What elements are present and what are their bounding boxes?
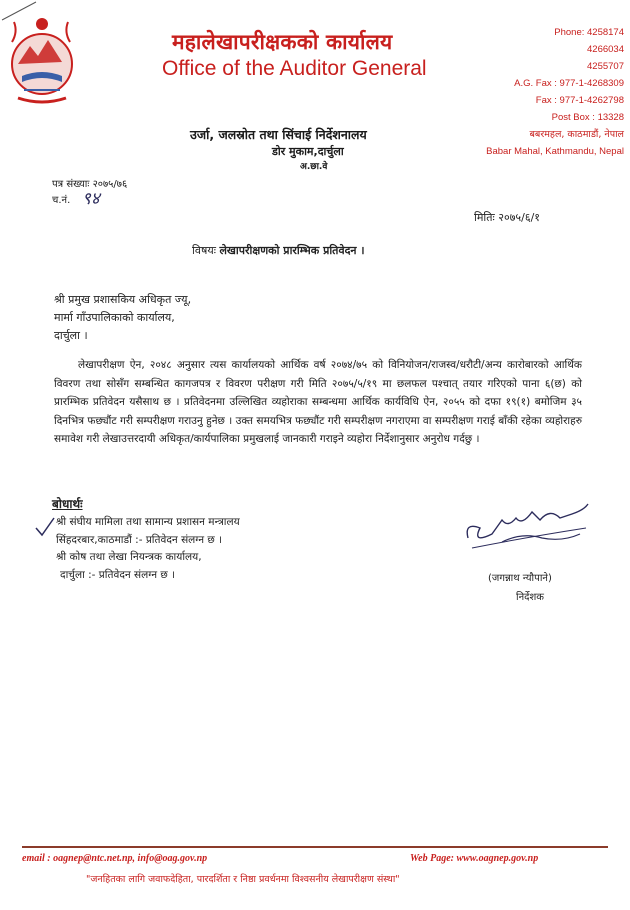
- handwritten-signature: [462, 498, 592, 558]
- subject-text: लेखापरीक्षणको प्रारम्भिक प्रतिवेदन ।: [219, 244, 365, 257]
- signatory-name: (जगन्नाथ न्यौपाने): [488, 573, 552, 584]
- cc-line: सिंहदरबार,काठमाडौं :- प्रतिवेदन संलग्न छ ।: [56, 533, 223, 546]
- dispatch-label: च.नं.: [52, 195, 71, 206]
- contact-block: [486, 24, 624, 160]
- document-code: अ.छा.वे: [300, 162, 328, 172]
- dispatch-number-handwritten: ९४: [82, 189, 100, 209]
- footer-motto: "जनहितका लागि जवाफदेहिता, पारदर्शिता र निष्ठा प्रवर्धनमा विश्वसनीय लेखापरीक्षण संस्था": [86, 874, 400, 885]
- addressee-line: श्री प्रमुख प्रशासकिय अधिकृत ज्यू,: [54, 293, 192, 306]
- subject-label: विषयः: [192, 244, 216, 257]
- subject-line: [192, 243, 365, 258]
- cc-list: [46, 514, 240, 584]
- signatory-title: निर्देशक: [516, 592, 544, 603]
- footer-web: Web Page: www.oagnep.gov.np: [410, 853, 539, 864]
- contact-address-english: Babar Mahal, Kathmandu, Nepal: [486, 146, 624, 157]
- addressee-line: दार्चुला ।: [54, 329, 88, 342]
- contact-ag-fax: A.G. Fax : 977-1-4268309: [514, 78, 624, 89]
- cc-line: श्री संघीय मामिला तथा सामान्य प्रशासन मन्त्रालय: [56, 516, 240, 528]
- contact-phone-3: 4255707: [587, 61, 624, 72]
- letter-body: लेखापरीक्षण ऐन, २०४८ अनुसार त्यस कार्यालयको आर्थिक वर्ष २०७४/७५ को विनियोजन/राजस्व/धरौटी/अन्य कारोबारको आर्थिक विवरण तथा सोसँग सम्बन्धित कागजपत्र र विवरण परीक्षण गरी मिति २०७५/५/१९ मा छलफल पश्चात् तयार गरिएको पाना ६(छ) को प्रारम्भिक प्रतिवेदन यसैसाथ छ । प्रतिवेदनमा उल्लिखित व्यहोराका सम्बन्धमा आर्थिक कार्यविधि ऐन, २०५५ को दफा १९(१) बमोजिम ३५ दिनभित्र फछ्यौंट गरी सम्परीक्षण गराउनु हुनेछ । उक्त समयभित्र फछ्यौंट गरी सम्परीक्षण नगराएमा वा सम्परीक्षण गराई बाँकी रहेका व्यहोराहरु समावेश गरी लेखाउत्तरदायी अधिकृत/कार्यपालिका प्रमुखलाई जानकारी गराइने व्यहोरा निर्देशानुसार अनुरोध गर्दछु ।: [54, 359, 582, 446]
- contact-phone-2: 4266034: [587, 44, 624, 55]
- nepal-emblem-icon: [4, 2, 76, 112]
- footer-divider: [22, 846, 608, 848]
- addressee-block: [54, 291, 191, 345]
- cc-line: श्री कोष तथा लेखा नियन्त्रक कार्यालय,: [56, 551, 202, 563]
- footer-email: email : oagnep@ntc.net.np, info@oag.gov.np: [22, 853, 208, 864]
- reference-number: पत्र संख्याः २०७५/७६: [52, 179, 128, 190]
- contact-address-nepali: बबरमहल, काठमाडौं, नेपाल: [529, 129, 624, 140]
- cc-heading: बोधार्थः: [52, 497, 83, 511]
- contact-phone: Phone: 4258174: [554, 27, 624, 38]
- contact-post-box: Post Box : 13328: [551, 112, 624, 123]
- letter-date: मितिः २०७५/६/१: [474, 211, 540, 224]
- contact-fax: Fax : 977-1-4262798: [535, 95, 624, 106]
- department-name: उर्जा, जलस्रोत तथा सिंचाई निर्देशनालय: [190, 127, 367, 142]
- office-title-nepali: महालेखापरीक्षकको कार्यालय: [172, 30, 393, 54]
- department-location: डोर मुकाम,दार्चुला: [272, 145, 344, 158]
- office-title-english: Office of the Auditor General: [162, 57, 427, 80]
- addressee-line: मार्मा गाँउपालिकाको कार्यालय,: [54, 311, 175, 324]
- cc-line: दार्चुला :- प्रतिवेदन संलग्न छ ।: [60, 568, 176, 581]
